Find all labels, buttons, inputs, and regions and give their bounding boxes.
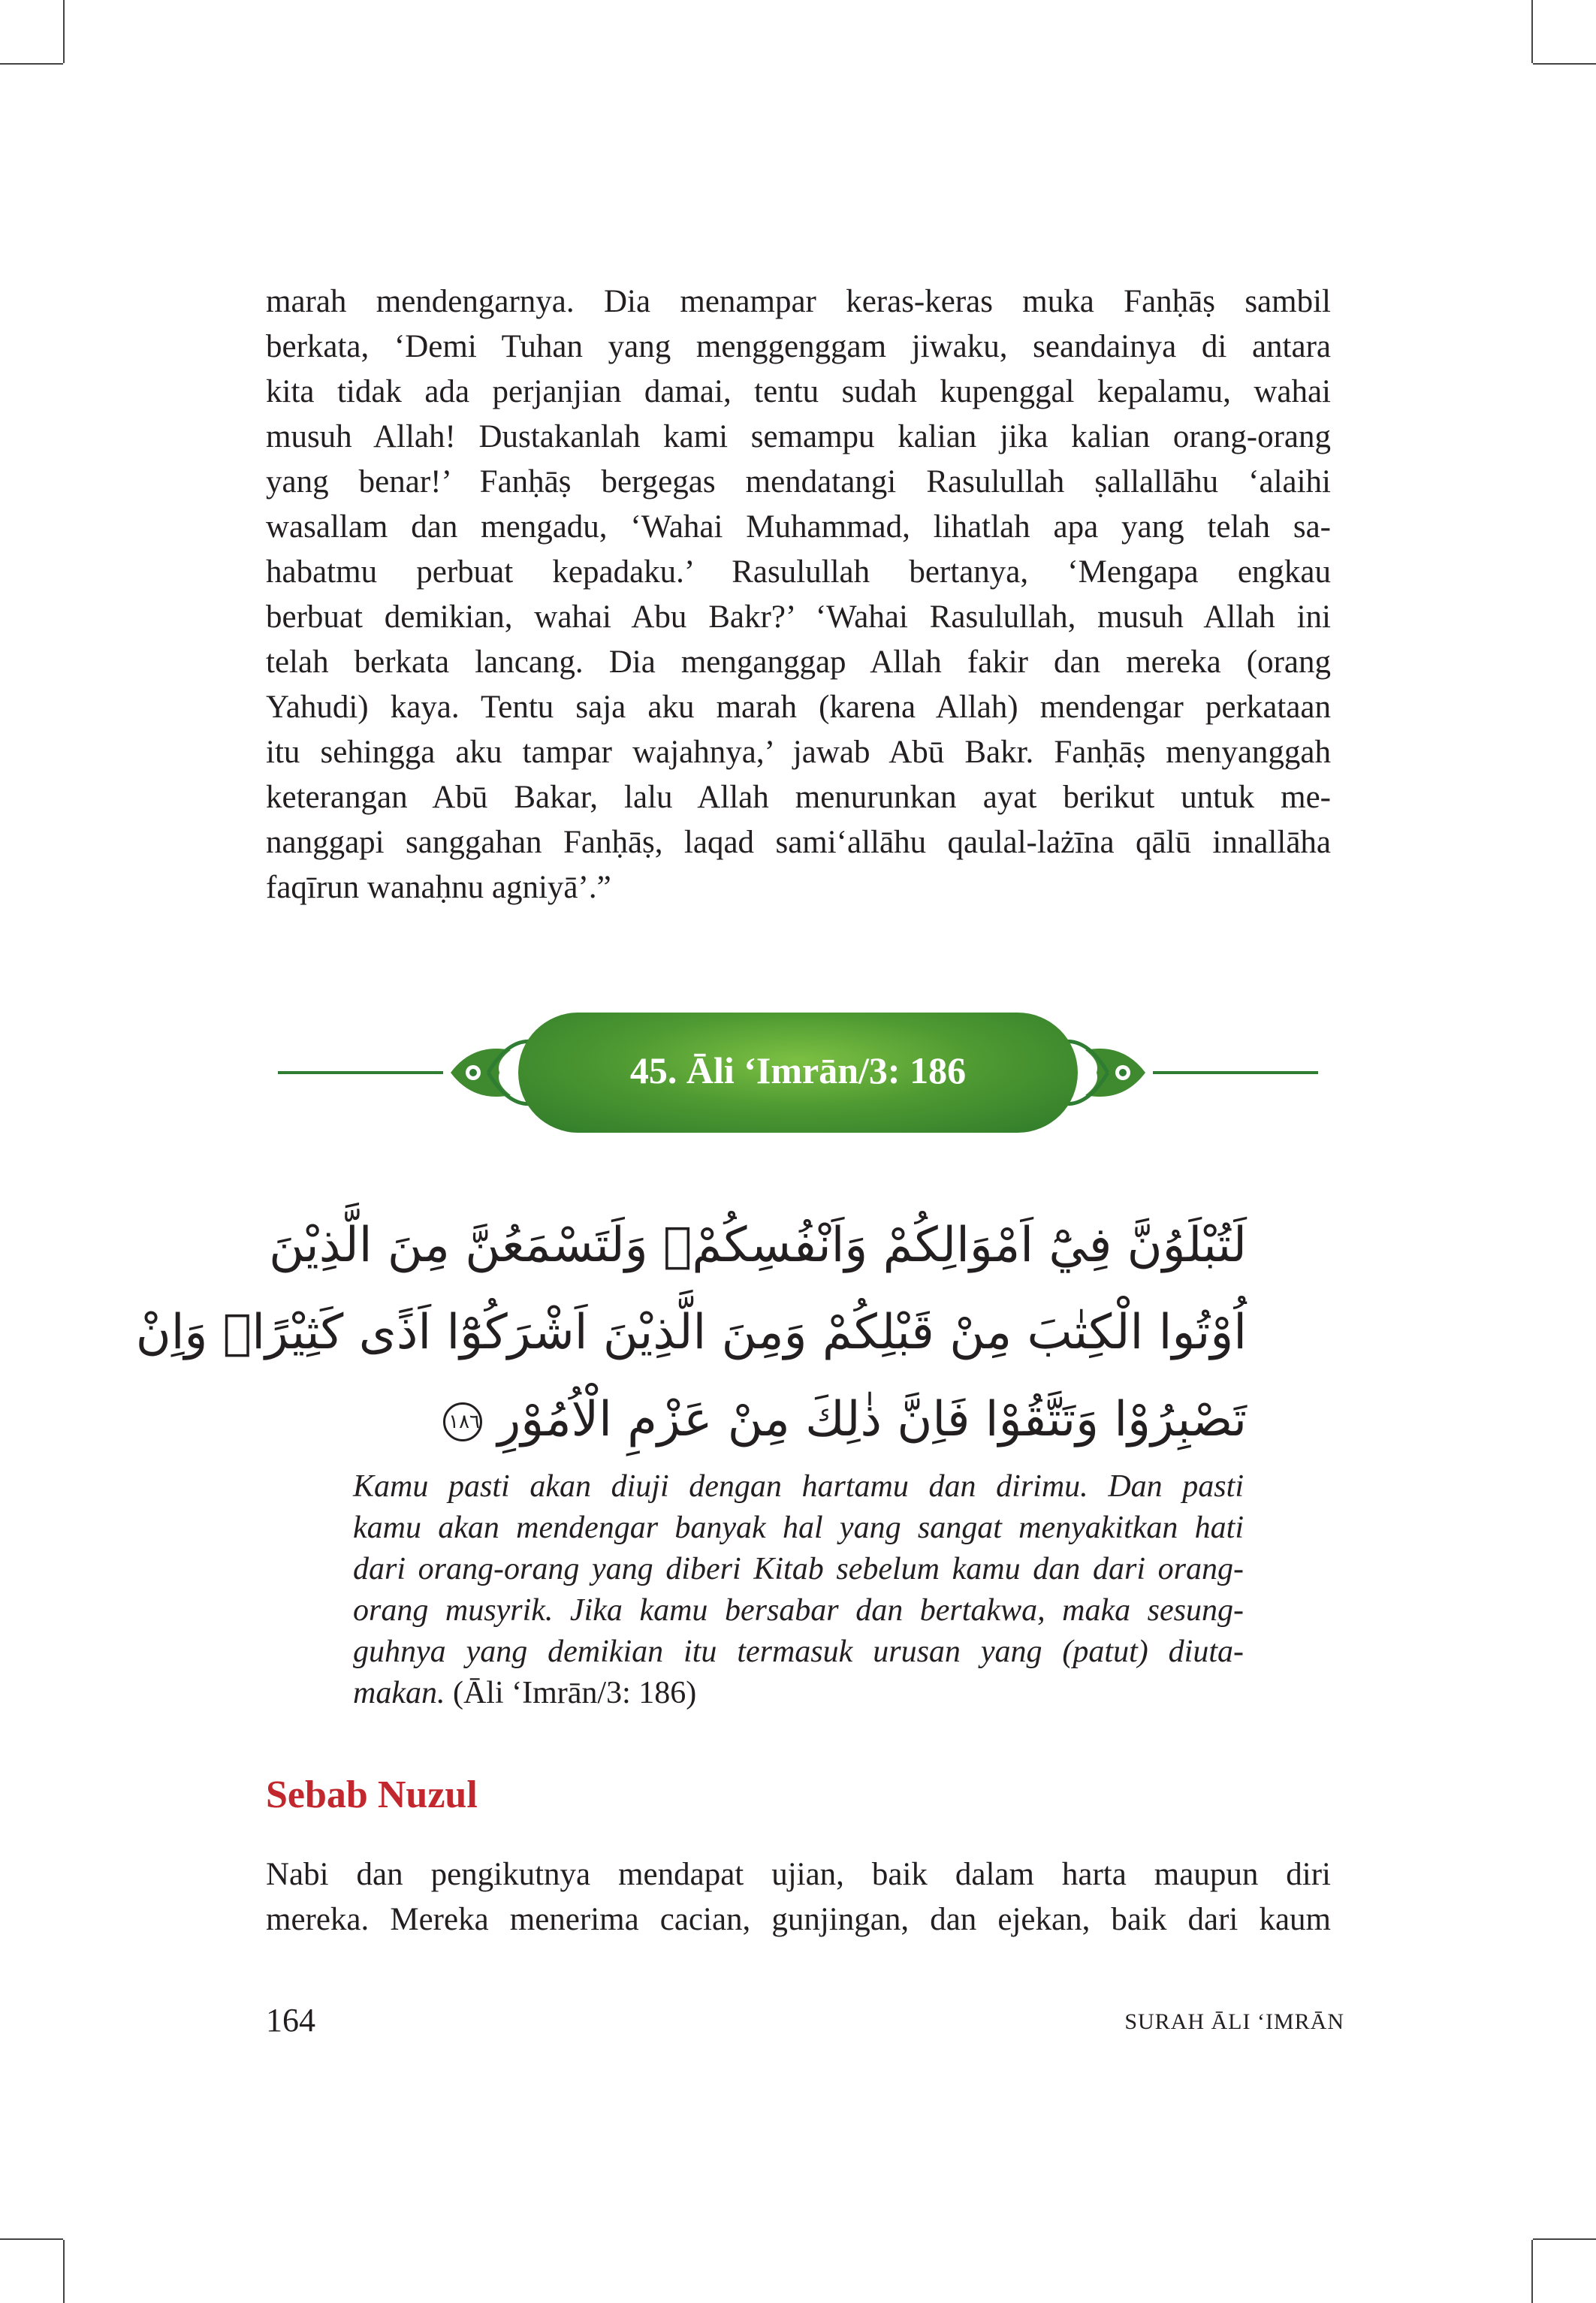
arabic-line-wrap: [353, 1376, 1247, 1463]
paragraph-line: berkata, ‘Demi Tuhan yang menggenggam jiwaku, seandainya di antara: [266, 329, 1331, 364]
paragraph-line: faqīrun wanaḥnu agniyā’.”: [266, 870, 611, 905]
crop-mark: [1531, 2240, 1533, 2303]
paragraph-line: telah berkata lancang. Dia menganggap Allah fakir dan mereka (orang: [266, 644, 1331, 680]
verse-banner: [278, 1013, 1318, 1133]
intro-paragraph: [266, 279, 1331, 910]
paragraph-line: musuh Allah! Dustakanlah kami semampu kalian jika kalian orang-orang: [266, 419, 1331, 454]
arabic-line: تَصْبِرُوْا وَتَتَّقُوْا فَاِنَّ ذٰلِكَ مِنْ عَزْمِ الْاُمُوْرِ: [497, 1392, 1247, 1447]
verse-title: 45. Āli ‘Imrān/3: 186: [629, 1049, 967, 1091]
arabic-verse: [135, 1202, 1247, 1463]
crop-mark: [63, 2240, 65, 2303]
crop-mark: [63, 0, 65, 63]
ayah-number-marker: ١٨٦: [443, 1402, 482, 1441]
verse-title-pill: [518, 1013, 1078, 1133]
paragraph-line: habatmu perbuat kepadaku.’ Rasulullah bertanya, ‘Mengapa engkau: [266, 554, 1331, 590]
page-number: 164: [266, 2002, 315, 2039]
paragraph-line: Yahudi) kaya. Tentu saja aku marah (karena Allah) mendengar perkataan: [266, 690, 1331, 725]
translation-line: guhnya yang demikian itu termasuk urusan yang (patut) diuta-: [353, 1634, 1244, 1669]
translation-line: kamu akan mendengar banyak hal yang sangat menyakitkan hati: [353, 1511, 1244, 1545]
paragraph-line: mereka. Mereka menerima cacian, gunjingan, dan ejekan, baik dari kaum: [266, 1902, 1331, 1937]
paragraph-line: marah mendengarnya. Dia menampar keras-keras muka Fanḥāṣ sambil: [266, 284, 1331, 319]
arabic-line: لَتُبْلَوُنَّ فِيْٓ اَمْوَالِكُمْ وَاَنْفُسِكُمْۗ وَلَتَسْمَعُنَّ مِنَ الَّذِيْنَ: [269, 1218, 1247, 1273]
translation-line: Kamu pasti akan diuji dengan hartamu dan dirimu. Dan pasti: [353, 1469, 1244, 1504]
crop-mark: [0, 2238, 63, 2240]
translation-line: dari orang-orang yang diberi Kitab sebelum kamu dan dari orang-: [353, 1552, 1244, 1586]
paragraph-line: keterangan Abū Bakar, lalu Allah menurunkan ayat berikut untuk me-: [266, 780, 1331, 815]
sebab-paragraph: [266, 1852, 1331, 1942]
crop-mark: [1531, 0, 1533, 63]
arabic-line: اُوْتُوا الْكِتٰبَ مِنْ قَبْلِكُمْ وَمِنَ الَّذِيْنَ اَشْرَكُوْٓا اَذًى كَثِيْرًاۗ وَاِنْ: [135, 1305, 1247, 1360]
paragraph-line: Nabi dan pengikutnya mendapat ujian, baik dalam harta maupun diri: [266, 1857, 1331, 1892]
paragraph-line: berbuat demikian, wahai Abu Bakr?’ ‘Wahai Rasulullah, musuh Allah ini: [266, 599, 1331, 635]
verse-translation: [353, 1466, 1244, 1714]
translation-line: makan.: [353, 1676, 445, 1710]
paragraph-line: itu sehingga aku tampar wajahnya,’ jawab Abū Bakr. Fanḥāṣ menyanggah: [266, 735, 1331, 770]
section-heading: Sebab Nuzul: [266, 1773, 478, 1816]
running-title: SURAH ĀLI ‘IMRĀN: [1124, 2009, 1344, 2034]
divider: [1153, 1071, 1318, 1074]
divider: [278, 1071, 443, 1074]
paragraph-line: wasallam dan mengadu, ‘Wahai Muhammad, lihatlah apa yang telah sa-: [266, 509, 1331, 545]
verse-reference: (Āli ‘Imrān/3: 186): [452, 1676, 697, 1710]
translation-line: orang musyrik. Jika kamu bersabar dan bertakwa, maka sesung-: [353, 1593, 1244, 1628]
crop-mark: [1533, 63, 1596, 65]
paragraph-line: yang benar!’ Fanḥāṣ bergegas mendatangi Rasulullah ṣallallāhu ‘alaihi: [266, 464, 1331, 500]
paragraph-line: nanggapi sanggahan Fanḥāṣ, laqad sami‘allāhu qaulal-lażīna qālū innallāha: [266, 825, 1331, 860]
crop-mark: [1533, 2238, 1596, 2240]
crop-mark: [0, 63, 63, 65]
paragraph-line: kita tidak ada perjanjian damai, tentu sudah kupenggal kepalamu, wahai: [266, 374, 1331, 409]
translation-last-line: [353, 1673, 1244, 1714]
